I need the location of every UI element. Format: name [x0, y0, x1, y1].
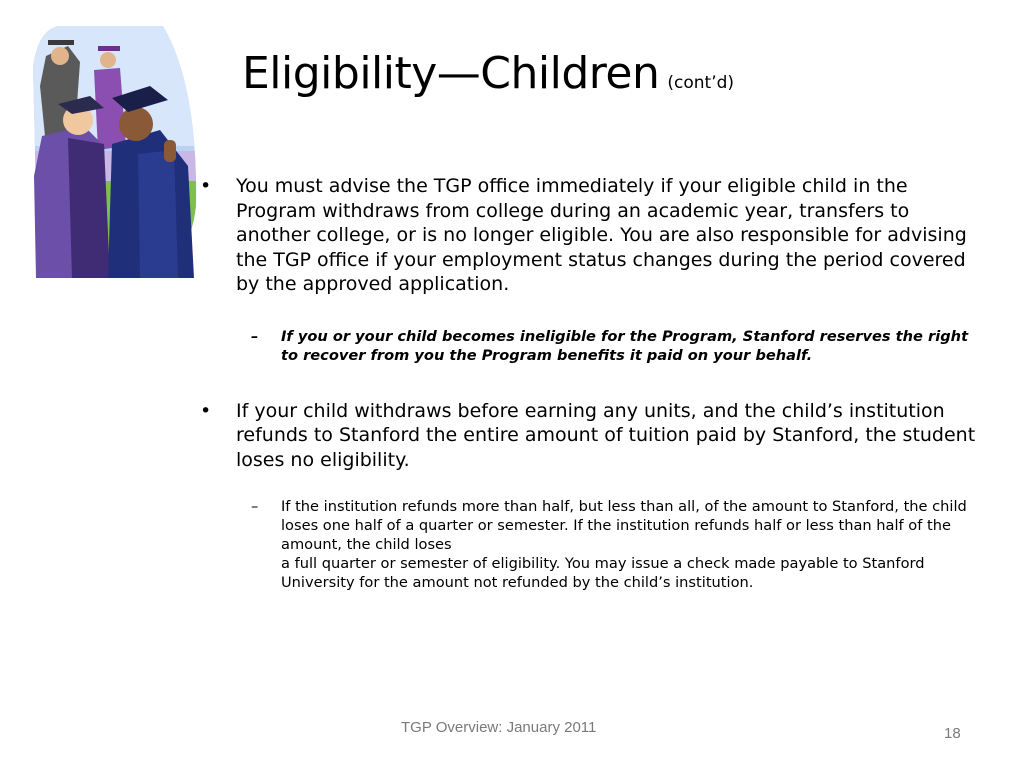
- title-suffix: (cont’d): [667, 73, 735, 93]
- bullet-text: If your child withdraws before earning any units, and the child’s institution refunds to Stanford the entire amount of tuition paid by Stanford, the student loses no eligibility.: [236, 399, 976, 471]
- title-text: Eligibility—Children: [242, 48, 660, 99]
- sub-bullet-text: If you or your child becomes ineligible for the Program, Stanford reserves the right to recover from you the Program benefits it paid on your behalf.: [281, 327, 969, 364]
- sub-bullet-text-line-2: a full quarter or semester of eligibility. You may issue a check made payable to Stanford University for the amount not refunded by the child’s institution.: [281, 555, 925, 591]
- bullet-item: [200, 174, 980, 297]
- slide-body: [200, 174, 980, 592]
- bullet-item: [200, 399, 980, 473]
- slide-title: [242, 44, 734, 113]
- footer-text: TGP Overview: January 2011: [401, 719, 597, 736]
- dash-icon: –: [251, 327, 259, 345]
- graduation-clipart: [28, 26, 198, 278]
- bullet-icon: •: [200, 399, 212, 422]
- bullet-text: You must advise the TGP office immediately if your eligible child in the Program withdraws from college during an academic year, transfers to another college, or is no longer eligible. You are also responsible for advising the TGP office if your employment status changes during the period covered by the approved application.: [236, 175, 967, 295]
- sub-bullet-item: [251, 327, 980, 365]
- sub-bullet-item: [251, 497, 980, 592]
- sub-bullet-text-line-1: If the institution refunds more than half, but less than all, of the amount to Stanford, the child loses one half of a quarter or semester. If the institution refunds half or less than half of the amount, the child loses: [281, 498, 967, 553]
- dash-icon: –: [251, 498, 259, 515]
- page-number: 18: [944, 725, 961, 742]
- bullet-icon: •: [200, 175, 212, 197]
